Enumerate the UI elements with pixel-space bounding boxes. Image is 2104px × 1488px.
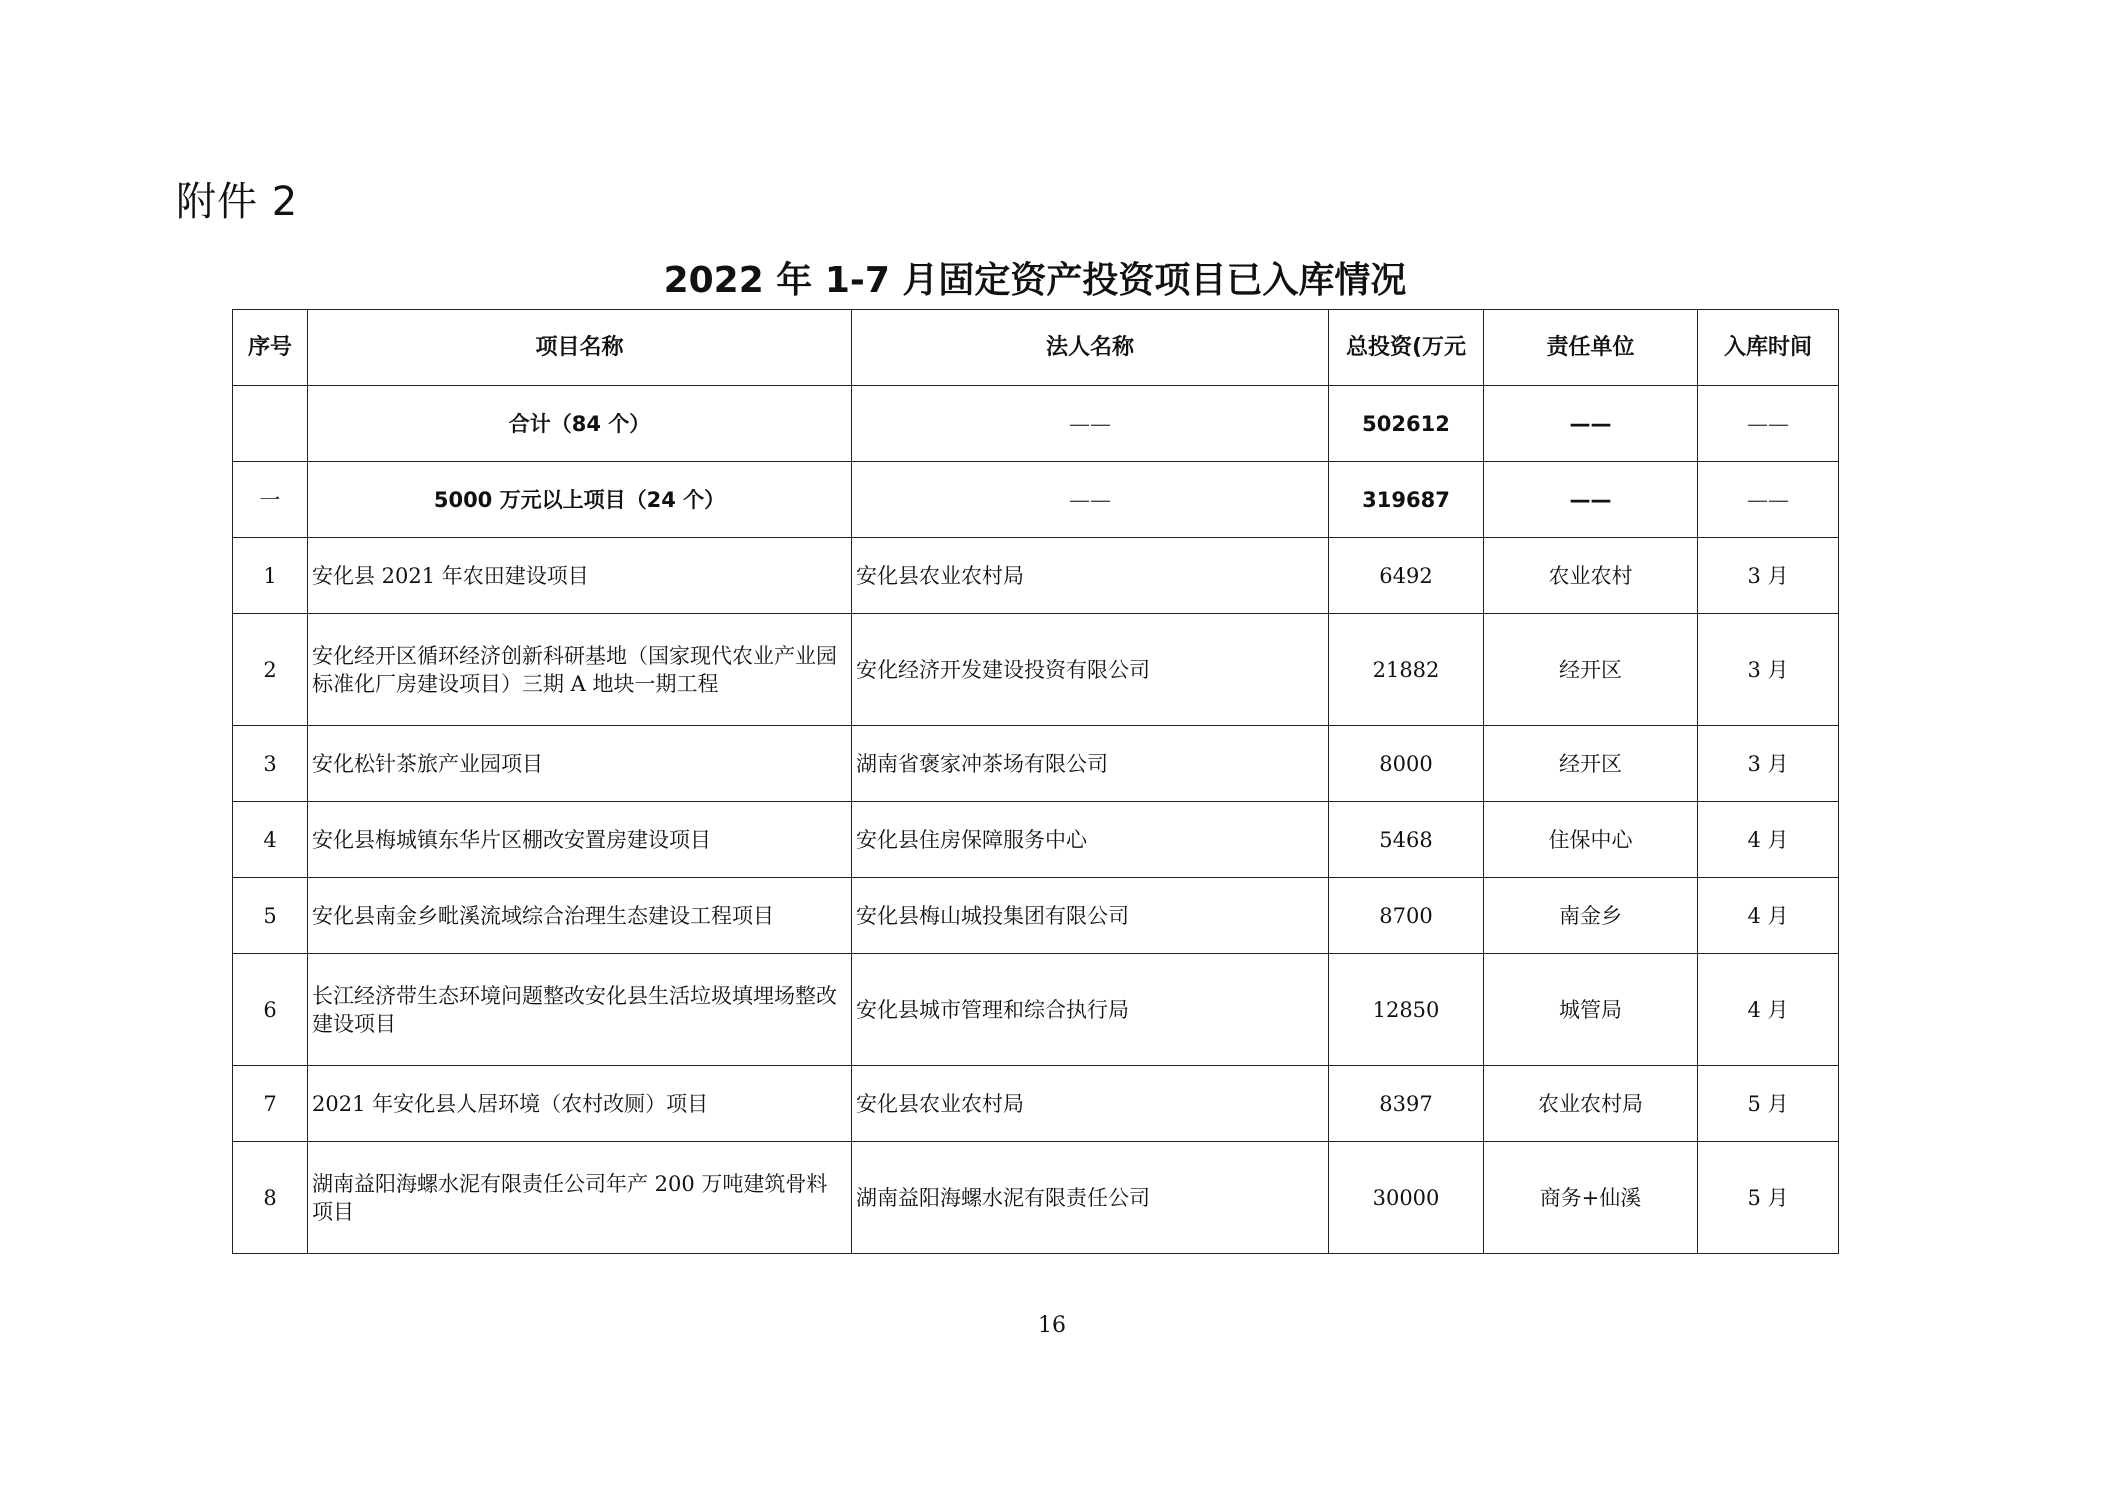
row-no: 4 xyxy=(233,802,308,878)
header-no: 序号 xyxy=(233,310,308,386)
total-entity: —— xyxy=(852,386,1329,462)
row-entity: 安化县梅山城投集团有限公司 xyxy=(852,878,1329,954)
total-investment: 502612 xyxy=(1329,386,1484,462)
row-investment: 12850 xyxy=(1329,954,1484,1066)
section-project: 5000 万元以上项目（24 个） xyxy=(308,462,852,538)
row-no: 5 xyxy=(233,878,308,954)
row-investment: 6492 xyxy=(1329,538,1484,614)
row-no: 8 xyxy=(233,1142,308,1254)
row-entity: 安化经济开发建设投资有限公司 xyxy=(852,614,1329,726)
section-investment: 319687 xyxy=(1329,462,1484,538)
table-header-row xyxy=(233,310,1839,386)
row-date: 3 月 xyxy=(1698,726,1839,802)
row-no: 6 xyxy=(233,954,308,1066)
page-number: 16 xyxy=(1038,1313,1066,1338)
row-entity: 安化县住房保障服务中心 xyxy=(852,802,1329,878)
section-entity: —— xyxy=(852,462,1329,538)
row-project: 安化县南金乡毗溪流域综合治理生态建设工程项目 xyxy=(308,878,852,954)
row-investment: 5468 xyxy=(1329,802,1484,878)
table-row xyxy=(233,954,1839,1066)
total-row xyxy=(233,386,1839,462)
table-row xyxy=(233,1142,1839,1254)
row-unit: 经开区 xyxy=(1484,614,1698,726)
row-unit: 农业农村 xyxy=(1484,538,1698,614)
row-unit: 农业农村局 xyxy=(1484,1066,1698,1142)
row-unit: 住保中心 xyxy=(1484,802,1698,878)
document-title: 2022 年 1-7 月固定资产投资项目已入库情况 xyxy=(663,260,1407,301)
section-date: —— xyxy=(1698,462,1839,538)
table-row xyxy=(233,1066,1839,1142)
row-date: 5 月 xyxy=(1698,1142,1839,1254)
row-no: 3 xyxy=(233,726,308,802)
row-investment: 8397 xyxy=(1329,1066,1484,1142)
table-row xyxy=(233,726,1839,802)
row-unit: 经开区 xyxy=(1484,726,1698,802)
row-date: 4 月 xyxy=(1698,878,1839,954)
total-date: —— xyxy=(1698,386,1839,462)
total-unit: —— xyxy=(1484,386,1698,462)
row-entity: 安化县农业农村局 xyxy=(852,1066,1329,1142)
table-row xyxy=(233,538,1839,614)
row-no: 1 xyxy=(233,538,308,614)
attachment-label: 附件 2 xyxy=(176,179,299,225)
section-row xyxy=(233,462,1839,538)
row-project: 安化县梅城镇东华片区棚改安置房建设项目 xyxy=(308,802,852,878)
header-investment: 总投资(万元 xyxy=(1329,310,1484,386)
row-project: 湖南益阳海螺水泥有限责任公司年产 200 万吨建筑骨料项目 xyxy=(308,1142,852,1254)
row-no: 7 xyxy=(233,1066,308,1142)
section-unit: —— xyxy=(1484,462,1698,538)
row-no: 2 xyxy=(233,614,308,726)
row-entity: 湖南省褒家冲茶场有限公司 xyxy=(852,726,1329,802)
row-entity: 湖南益阳海螺水泥有限责任公司 xyxy=(852,1142,1329,1254)
row-investment: 30000 xyxy=(1329,1142,1484,1254)
row-date: 4 月 xyxy=(1698,802,1839,878)
row-project: 安化经开区循环经济创新科研基地（国家现代农业产业园标准化厂房建设项目）三期 A 地块一期工程 xyxy=(308,614,852,726)
row-unit: 南金乡 xyxy=(1484,878,1698,954)
row-project: 安化县 2021 年农田建设项目 xyxy=(308,538,852,614)
row-investment: 21882 xyxy=(1329,614,1484,726)
table-row xyxy=(233,614,1839,726)
row-project: 长江经济带生态环境问题整改安化县生活垃圾填埋场整改建设项目 xyxy=(308,954,852,1066)
header-entity: 法人名称 xyxy=(852,310,1329,386)
row-project: 2021 年安化县人居环境（农村改厕）项目 xyxy=(308,1066,852,1142)
row-entity: 安化县农业农村局 xyxy=(852,538,1329,614)
header-project: 项目名称 xyxy=(308,310,852,386)
project-table xyxy=(232,309,1839,1254)
row-investment: 8700 xyxy=(1329,878,1484,954)
row-date: 3 月 xyxy=(1698,538,1839,614)
row-unit: 城管局 xyxy=(1484,954,1698,1066)
row-date: 4 月 xyxy=(1698,954,1839,1066)
table-row xyxy=(233,802,1839,878)
row-date: 5 月 xyxy=(1698,1066,1839,1142)
row-project: 安化松针茶旅产业园项目 xyxy=(308,726,852,802)
row-entity: 安化县城市管理和综合执行局 xyxy=(852,954,1329,1066)
row-date: 3 月 xyxy=(1698,614,1839,726)
total-project: 合计（84 个） xyxy=(308,386,852,462)
section-no: 一 xyxy=(233,462,308,538)
row-investment: 8000 xyxy=(1329,726,1484,802)
row-unit: 商务+仙溪 xyxy=(1484,1142,1698,1254)
header-unit: 责任单位 xyxy=(1484,310,1698,386)
table-row xyxy=(233,878,1839,954)
total-no xyxy=(233,386,308,462)
header-date: 入库时间 xyxy=(1698,310,1839,386)
